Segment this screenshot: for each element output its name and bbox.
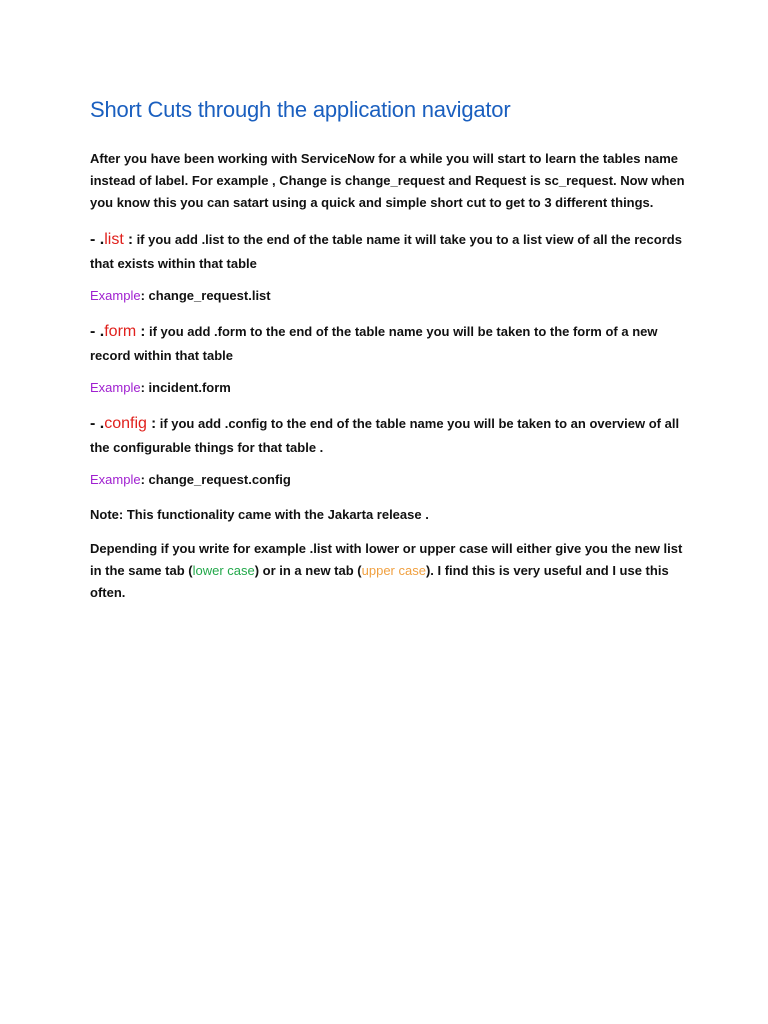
shortcut-description-list: if you add .list to the end of the table name it will take you to a list view of all the records that exists within that table [90, 232, 682, 271]
example-label: Example [90, 472, 141, 487]
shortcut-section-list [90, 228, 690, 306]
example-value-list: : change_request.list [140, 288, 271, 303]
shortcut-line-form [90, 320, 690, 368]
example-label: Example [90, 288, 141, 303]
shortcut-line-list [90, 228, 690, 276]
document-page [90, 96, 690, 616]
shortcut-description-form: if you add .form to the end of the table name you will be taken to the form of a new record within that table [90, 324, 658, 363]
shortcut-colon: : [123, 231, 133, 248]
shortcut-colon: : [136, 323, 146, 340]
example-line-form [90, 378, 690, 398]
closing-paragraph [90, 538, 690, 604]
upper-case-label: upper case [361, 563, 426, 578]
shortcut-key-config: config [104, 415, 147, 432]
example-value-config: : change_request.config [140, 472, 291, 487]
shortcut-dash: - . [90, 323, 105, 340]
closing-text-1: Depending if you write for example .list with lower or upper case will either give you the new list in the same tab ( [90, 541, 683, 578]
shortcut-dash: - . [90, 231, 105, 248]
example-value-form: : incident.form [140, 380, 231, 395]
closing-text-3: ). I find this is very useful and I use this often. [90, 563, 669, 600]
intro-paragraph: After you have been working with ServiceNow for a while you will start to learn the tables name instead of label. For example , Change is change_request and Request is sc_request. Now when you know this you can satart using a quick and simple short cut to get to 3 different things. [90, 151, 685, 210]
example-line-config [90, 470, 690, 490]
shortcut-section-form [90, 320, 690, 398]
shortcut-colon: : [146, 415, 157, 432]
shortcut-dash: - . [90, 415, 105, 432]
shortcut-line-config [90, 412, 690, 460]
example-line-list [90, 286, 690, 306]
shortcut-section-config [90, 412, 690, 490]
closing-text-2: ) or in a new tab ( [254, 563, 362, 578]
lower-case-label: lower case [192, 563, 255, 578]
page-title: Short Cuts through the application navigator [90, 97, 511, 122]
note-paragraph: Note: This functionality came with the Jakarta release . [90, 507, 429, 522]
shortcut-key-form: form [104, 323, 137, 340]
example-label: Example [90, 380, 141, 395]
shortcut-key-list: list [104, 231, 124, 248]
shortcut-description-config: if you add .config to the end of the table name you will be taken to an overview of all the configurable things for that table . [90, 416, 680, 455]
